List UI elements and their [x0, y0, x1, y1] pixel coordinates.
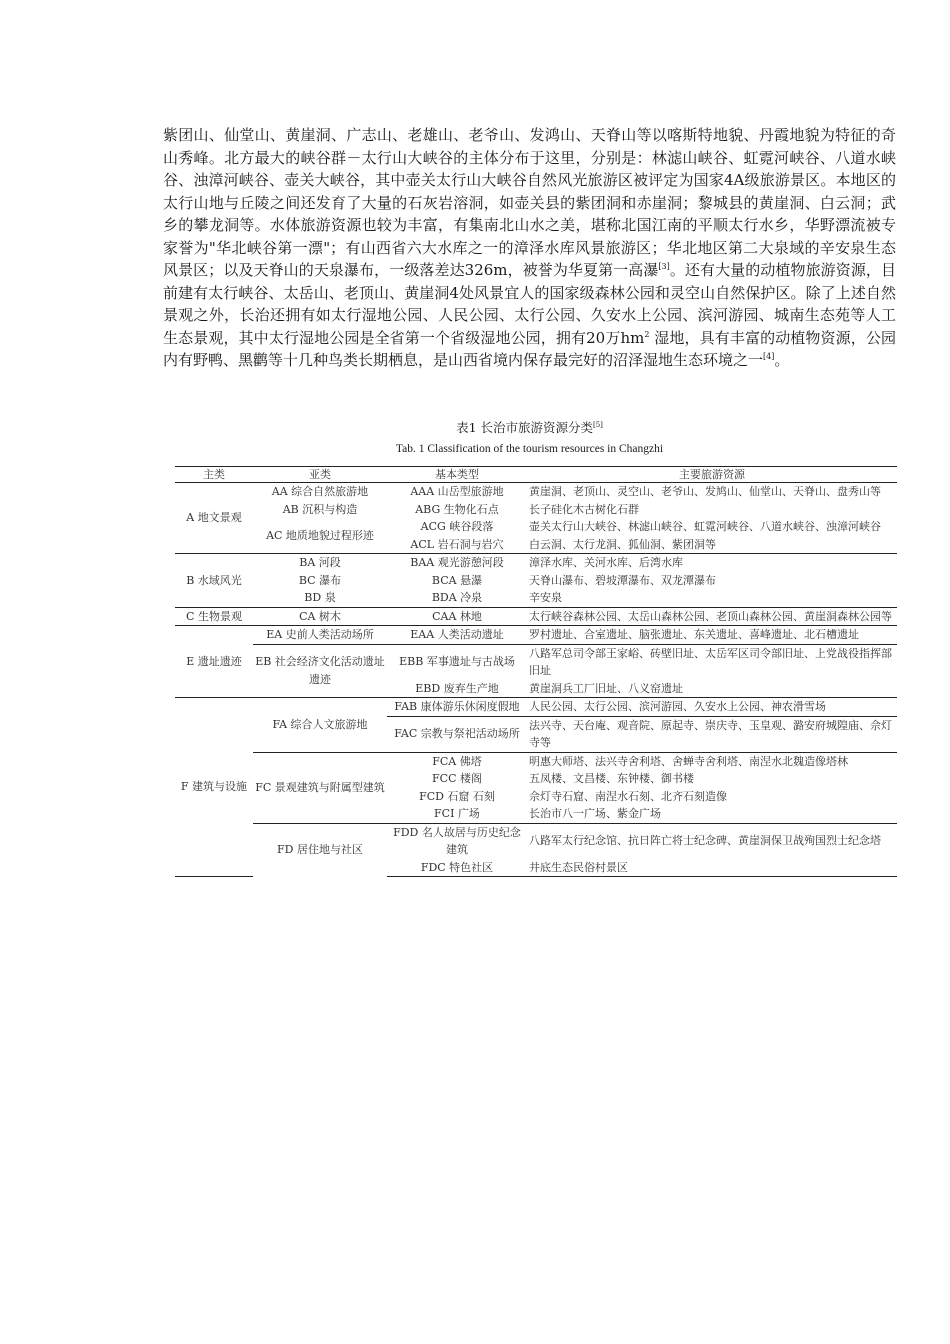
- tourism-resource-table: [175, 466, 897, 877]
- basic-type-cell: BCA 悬瀑: [431, 573, 483, 587]
- subclass-cell: BA 河段: [299, 556, 341, 569]
- basic-type-cell: AAA 山岳型旅游地: [410, 485, 504, 498]
- basic-type-cell: FCD 石窟 石刻: [419, 789, 495, 803]
- table-row: [175, 554, 897, 572]
- subclass-cell: FD 居住地与社区: [277, 843, 363, 857]
- subclass-cell: AA 综合自然旅游地: [271, 485, 369, 498]
- basic-type-cell: ABG 生物化石点: [415, 502, 499, 516]
- basic-type-cell: FDC 特色社区: [420, 860, 494, 874]
- resource-cell: 八路军总司令部王家峪、砖壁旧址、太岳军区司令部旧址、上党战役指挥部旧址: [529, 646, 892, 677]
- resource-cell: 辛安泉: [527, 589, 897, 607]
- caption-text: 表1 长治市旅游资源分类: [456, 420, 593, 435]
- resource-cell: 长子硅化木古树化石群: [529, 502, 639, 516]
- resource-cell: 五凤楼、文昌楼、东钟楼、御书楼: [529, 772, 694, 785]
- header-cell: 主类: [175, 467, 253, 483]
- table-row: [175, 483, 897, 501]
- header-cell: 主要旅游资源: [527, 467, 897, 483]
- basic-type-cell: EBB 军事遗址与古战场: [399, 655, 515, 669]
- subclass-cell: AC 地质地貌过程形迹: [253, 518, 387, 554]
- paragraph-text: 。还有大量的动植物旅游资源，目前建有太行峡谷、太岳山、老顶山、黄崖洞4处风景宜人的国家级森林公园和灵空山自然保护区。除了上述自然景观之外，长治还拥有如太行湿地公园、人民公园、太行公园、久安水上公园、滨河游园、城南生态苑等人工生态景观，其中太行湿地公园是全省第一个省级湿地公园，拥有20万hm: [163, 261, 896, 347]
- basic-type-cell: ACL 岩石洞与岩穴: [387, 536, 527, 554]
- spacer-cell: [387, 876, 527, 877]
- basic-type-cell: BDA 冷泉: [387, 589, 527, 607]
- spacer-cell: [527, 876, 897, 877]
- basic-type-cell: FAB 康体游乐休闲度假地: [387, 698, 527, 717]
- subclass-cell: EA 史前人类活动场所: [253, 626, 387, 645]
- citation-ref: [3]: [658, 262, 670, 271]
- resource-cell: 法兴寺、天台庵、观音院、原起寺、崇庆寺、玉皇观、潞安府城隍庙、佘灯寺等: [527, 716, 897, 752]
- resource-cell: 佘灯寺石窟、南涅水石刻、北齐石刻造像: [529, 789, 727, 803]
- resource-cell: 太行峡谷森林公园、太岳山森林公园、老顶山森林公园、黄崖洞森林公园等: [527, 607, 897, 626]
- resource-cell: 壶关太行山大峡谷、林滤山峡谷、虹霓河峡谷、八道水峡谷、浊漳河峡谷: [529, 520, 881, 533]
- basic-type-cell: EBD 废弃生产地: [387, 680, 527, 698]
- subclass-cell: FC 景观建筑与附属型建筑: [253, 752, 387, 823]
- main-class-cell: E 遗址遗迹: [175, 626, 253, 698]
- resource-cell: 白云洞、太行龙洞、狐仙洞、紫团洞等: [527, 536, 897, 554]
- superscript-unit: 2: [644, 329, 650, 339]
- basic-type-cell: EAA 人类活动遗址: [387, 626, 527, 645]
- table-row: [175, 518, 897, 536]
- basic-type-cell: FDD 名人故居与历史纪念建筑: [393, 825, 521, 856]
- subclass-cell: AB 沉积与构造: [282, 502, 358, 516]
- resource-cell: 黄崖洞、老顶山、灵空山、老爷山、发鸠山、仙堂山、天脊山、盘秀山等: [529, 485, 881, 498]
- table-row: [175, 698, 897, 717]
- basic-type-cell: BAA 观光游憩河段: [410, 556, 504, 569]
- citation-ref: [5]: [593, 421, 603, 429]
- basic-type-cell: FAC 宗教与祭祀活动场所: [387, 716, 527, 752]
- resource-cell: 罗村遗址、合室遗址、脑张遗址、东关遗址、喜峰遗址、北石槽遗址: [527, 626, 897, 645]
- basic-type-cell: FCA 佛塔: [432, 754, 482, 768]
- table-row: [175, 589, 897, 607]
- subclass-cell: BD 泉: [253, 589, 387, 607]
- resource-cell: 漳泽水库、关河水库、后湾水库: [529, 556, 683, 569]
- main-class-cell: A 地文景观: [175, 483, 253, 554]
- main-class-cell: F 建筑与设施: [175, 698, 253, 877]
- resource-cell: 天脊山瀑布、碧坡潭瀑布、双龙潭瀑布: [529, 573, 716, 587]
- paragraph-text: 。: [774, 351, 790, 369]
- basic-type-cell: CAA 林地: [387, 607, 527, 626]
- header-cell: 亚类: [253, 467, 387, 483]
- table-caption-en: Tab. 1 Classification of the tourism resources in Changzhi: [395, 443, 664, 455]
- table-header-row: [175, 467, 897, 483]
- table-caption-zh: [163, 420, 896, 436]
- subclass-cell: CA 树木: [253, 607, 387, 626]
- citation-ref: [4]: [763, 352, 775, 361]
- table-row: [175, 626, 897, 645]
- subclass-cell: FA 综合人文旅游地: [253, 698, 387, 753]
- resource-cell: 长治市八一广场、紫金广场: [529, 807, 661, 820]
- paragraph-text: 湿地，具有丰富的动植物资源，公园内有野鸭、黑鹳等十几种鸟类长期栖息，是山西省境内保存最完好的沼泽湿地生态环境之一: [163, 328, 896, 369]
- paragraph-text: 紫团山、仙堂山、黄崖洞、广志山、老雄山、老爷山、发鸿山、天脊山等以喀斯特地貌、丹霞地貌为特征的奇山秀峰。北方最大的峡谷群－太行山大峡谷的主体分布于这里，分别是：林滤山峡谷、虹霓河峡谷、八道水峡谷、浊漳河峡谷、壶关大峡谷，其中壶关太行山大峡谷自然风光旅游区被评定为国家4A级旅游景区。本地区的太行山地与丘陵之间还发育了大量的石灰岩溶洞，如壶关县的紫团洞和赤崖洞；黎城县的黄崖洞、白云洞；武乡的攀龙洞等。水体旅游资源也较为丰富，有集南北山水之美，堪称北国江南的平顺太行水乡，华野漂流被专家誉为"华北峡谷第一漂"；有山西省六大水库之一的漳泽水库风景旅游区；华北地区第二大泉域的辛安泉生态风景区；以及天脊山的天泉瀑布，一级落差达326m，被誉为华夏第一高瀑: [163, 126, 896, 279]
- resource-cell: 黄崖洞兵工厂旧址、八义窑遗址: [527, 680, 897, 698]
- table-row: [175, 501, 897, 519]
- basic-type-cell: ACG 峡谷段落: [420, 520, 494, 533]
- resource-cell: 八路军太行纪念馆、抗日阵亡将士纪念碑、黄崖洞保卫战殉国烈士纪念塔: [529, 834, 881, 848]
- subclass-cell: BC 瀑布: [298, 573, 342, 587]
- table-row: [175, 572, 897, 590]
- basic-type-cell: FCI 广场: [434, 807, 480, 820]
- table-row: [175, 752, 897, 770]
- body-paragraph: [163, 124, 896, 372]
- subclass-cell: EB 社会经济文化活动遗址遗迹: [253, 644, 387, 698]
- main-class-cell: C 生物景观: [175, 607, 253, 626]
- resource-cell: 井底生态民俗村景区: [529, 860, 628, 874]
- resource-cell: 明惠大师塔、法兴寺舍利塔、舍蝉寺舍利塔、南涅水北魏造像塔林: [529, 754, 848, 768]
- header-cell: 基本类型: [387, 467, 527, 483]
- resource-cell: 人民公园、太行公园、滨河游园、久安水上公园、神农滑雪场: [527, 698, 897, 717]
- main-class-cell: B 水域风光: [175, 554, 253, 608]
- basic-type-cell: FCC 楼阁: [432, 772, 482, 785]
